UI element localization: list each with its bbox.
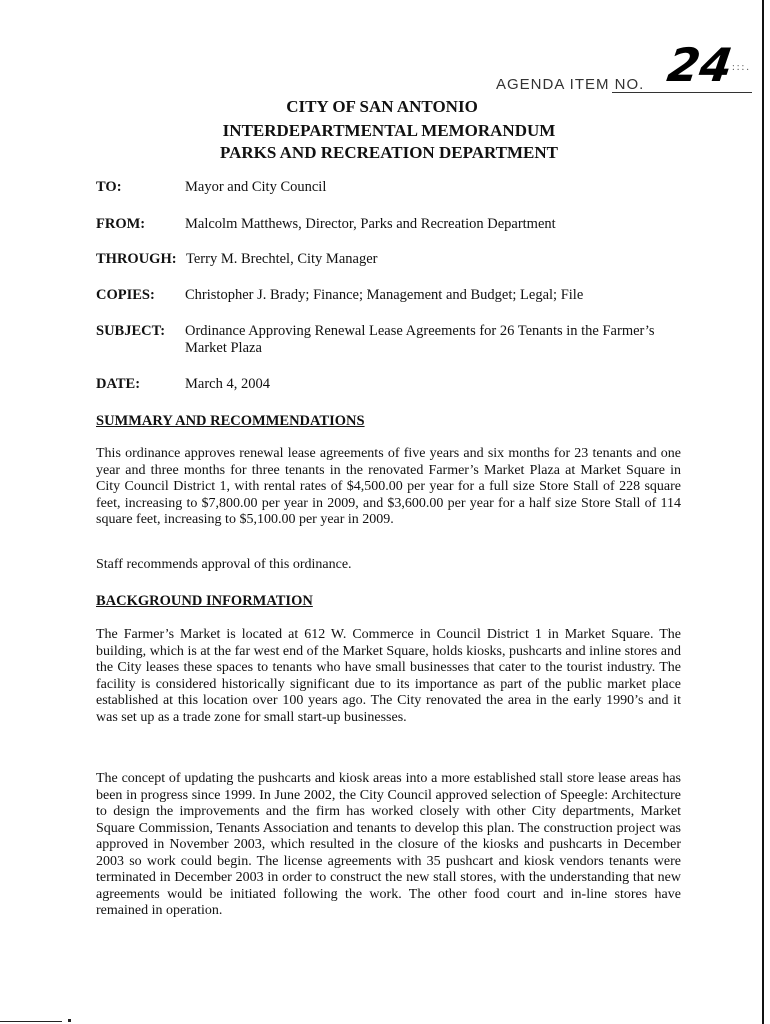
agenda-item-label: AGENDA ITEM NO. [496,76,645,93]
to-label: TO: [96,179,122,195]
copies-label: COPIES: [96,287,155,303]
recommendation-paragraph: Staff recommends approval of this ordinance. [96,557,352,572]
through-value: Terry M. Brechtel, City Manager [186,251,378,267]
from-label: FROM: [96,216,146,232]
subject-label: SUBJECT: [96,323,166,339]
subject-value: Ordinance Approving Renewal Lease Agreements for 26 Tenants in the Farmer’s Market Plaza [185,323,655,356]
header-department: PARKS AND RECREATION DEPARTMENT [219,143,558,162]
agenda-item-number: 24 [664,38,736,92]
header-city: CITY OF SAN ANTONIO [286,97,478,116]
summary-paragraph: This ordinance approves renewal lease agreements of five years and six months for 23 tenants and one year and three months for three tenants in the renovated Farmer’s Market Plaza at Market Square in City Council District 1, with rental rates of $4,500.00 per year for a full size Store Stall of 228 square feet, increasing to $7,800.00 per year in 2009, and $3,600.00 per year for a half size Store Stall of 114 square feet, increasing to $5,100.00 per year in 2009. [96,446,681,527]
background-paragraph-1: The Farmer’s Market is located at 612 W. Commerce in Council District 1 in Market Square. The building, which is at the far west end of the Market Square, holds kiosks, pushcarts and inline stores and the City leases these spaces to tenants who have small businesses that cater to the tourist industry. The facility is considered historically significant due to its importance as part of the public market place established at this location over 100 years ago. The City renovated the area in the early 1990’s and it was set up as a trade zone for small start-up businesses. [96,627,681,725]
header-memo-type: INTERDEPARTMENTAL MEMORANDUM [222,121,556,140]
footer-mark [68,1019,71,1022]
from-value: Malcolm Matthews, Director, Parks and Recreation Department [185,216,556,232]
copies-value: Christopher J. Brady; Finance; Management and Budget; Legal; File [185,287,584,303]
to-value: Mayor and City Council [185,179,327,195]
date-value: March 4, 2004 [185,376,270,392]
through-label: THROUGH: [96,251,177,267]
footer-line [0,1021,62,1022]
background-heading: BACKGROUND INFORMATION [96,593,313,609]
agenda-underline [612,92,752,93]
background-paragraph-2: The concept of updating the pushcarts and kiosk areas into a more established stall store lease areas has been in progress since 1999. In June 2002, the City Council approved selection of Speegle: Architecture to design the improvements and the firm has worked closely with other City departments, Market Square Commission, Tenants Association and tenants to develop this plan. The construction project was approved in November 2003, which resulted in the closure of the kiosks and pushcarts in December 2003 so work could begin. The license agreements with 35 pushcart and kiosk vendors tenants were terminated in December 2003 in order to construct the new stall stores, with the understanding that new agreements would be initiated following the work. The other food court and in-line stores have remained in operation. [96,771,681,918]
date-label: DATE: [96,376,141,392]
stamp-scribble: :::. [732,62,751,73]
summary-heading: SUMMARY AND RECOMMENDATIONS [96,413,365,429]
